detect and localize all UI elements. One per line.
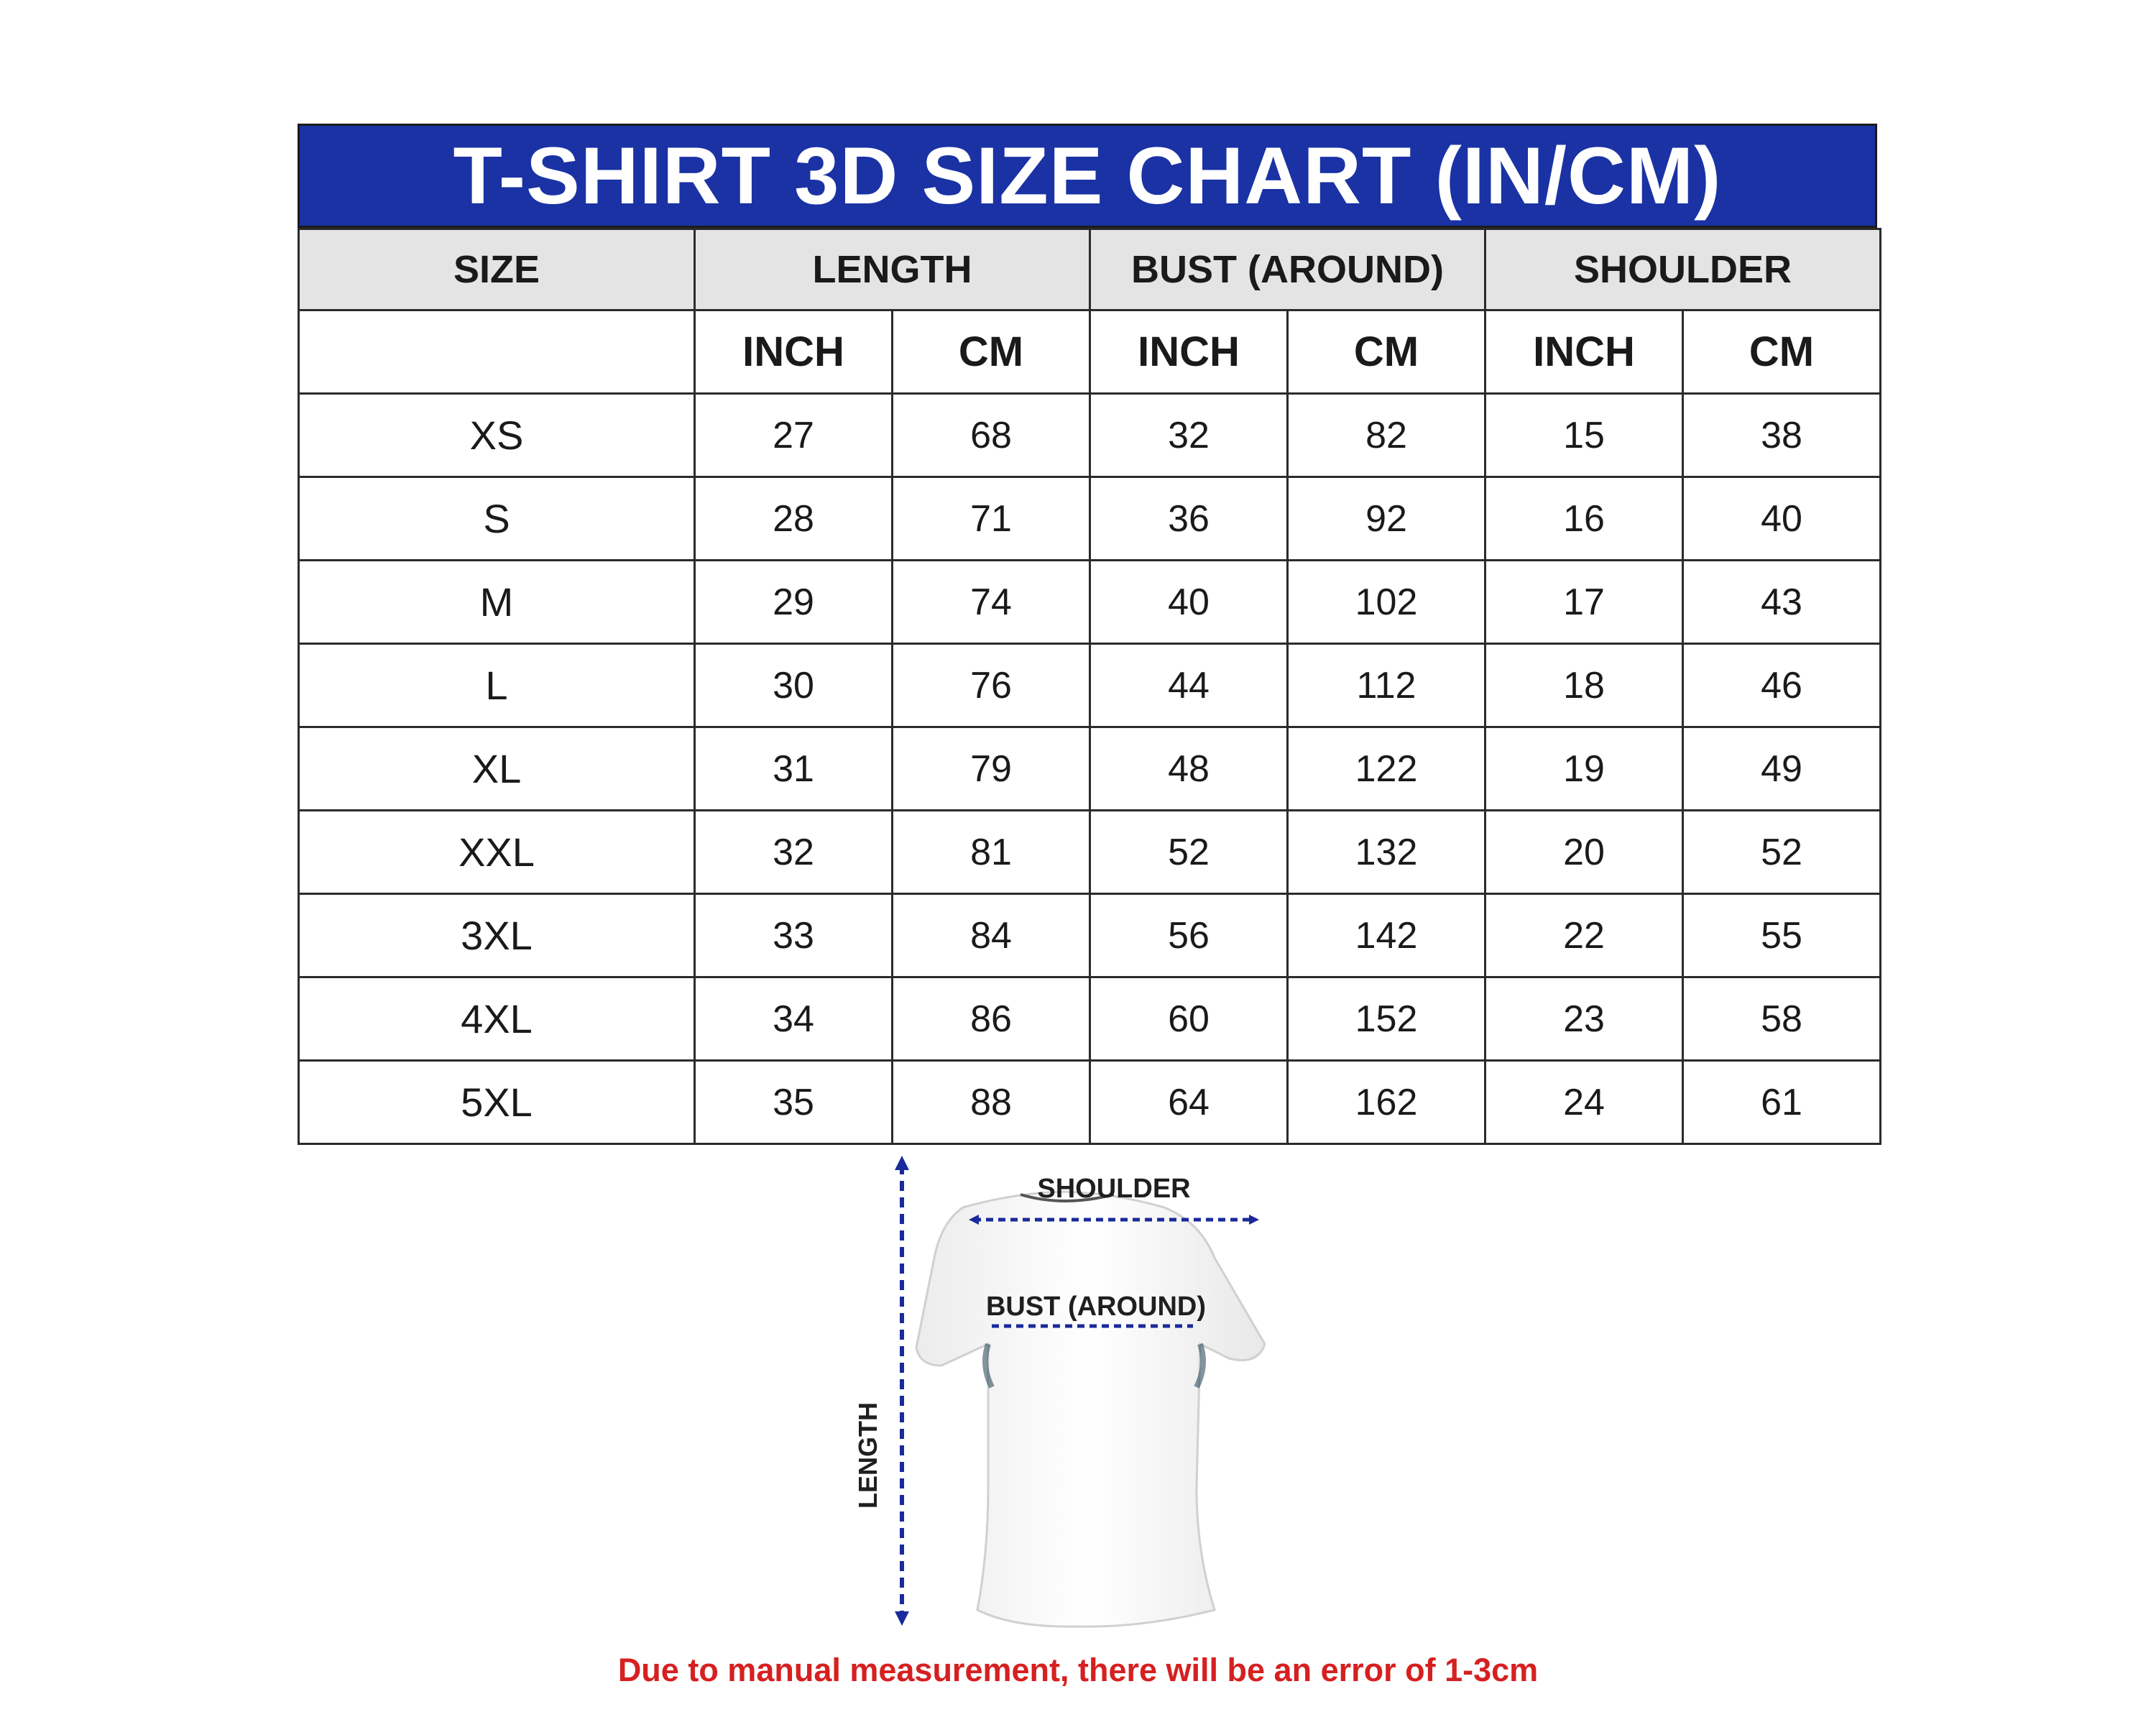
value-cell: 55 [1683,894,1881,977]
size-cell: XS [299,394,695,477]
value-cell: 84 [893,894,1090,977]
value-cell: 92 [1288,477,1485,561]
value-cell: 68 [893,394,1090,477]
value-cell: 132 [1288,811,1485,894]
size-chart [298,124,1877,1145]
table-row [299,1061,1881,1144]
table-row [299,477,1881,561]
value-cell: 122 [1288,727,1485,811]
value-cell: 152 [1288,977,1485,1061]
value-cell: 60 [1090,977,1288,1061]
table-row [299,811,1881,894]
size-header: SIZE [299,229,695,310]
value-cell: 36 [1090,477,1288,561]
value-cell: 79 [893,727,1090,811]
value-cell: 88 [893,1061,1090,1144]
value-cell: 81 [893,811,1090,894]
table-row [299,394,1881,477]
length-header: LENGTH [695,229,1090,310]
value-cell: 30 [695,644,893,727]
unit-header: INCH [1090,310,1288,394]
unit-blank-cell [299,310,695,394]
size-cell: L [299,644,695,727]
measurement-diagram [826,1150,1330,1653]
size-cell: XXL [299,811,695,894]
bust-header: BUST (AROUND) [1090,229,1485,310]
value-cell: 86 [893,977,1090,1061]
value-cell: 43 [1683,561,1881,644]
size-cell: XL [299,727,695,811]
value-cell: 23 [1485,977,1683,1061]
unit-header: CM [1288,310,1485,394]
unit-header: INCH [695,310,893,394]
value-cell: 71 [893,477,1090,561]
shoulder-diagram-label: SHOULDER [1037,1174,1191,1204]
value-cell: 142 [1288,894,1485,977]
table-row [299,977,1881,1061]
size-cell: 4XL [299,977,695,1061]
unit-header: INCH [1485,310,1683,394]
size-cell: 5XL [299,1061,695,1144]
value-cell: 15 [1485,394,1683,477]
bust-diagram-label: BUST (AROUND) [985,1292,1207,1322]
header-row [299,229,1881,310]
value-cell: 112 [1288,644,1485,727]
size-table [298,228,1881,1145]
value-cell: 33 [695,894,893,977]
tshirt-icon [826,1150,1330,1653]
length-diagram-label: LENGTH [853,1402,883,1509]
value-cell: 44 [1090,644,1288,727]
value-cell: 28 [695,477,893,561]
value-cell: 16 [1485,477,1683,561]
size-cell: M [299,561,695,644]
value-cell: 19 [1485,727,1683,811]
size-cell: 3XL [299,894,695,977]
value-cell: 35 [695,1061,893,1144]
value-cell: 46 [1683,644,1881,727]
value-cell: 27 [695,394,893,477]
value-cell: 74 [893,561,1090,644]
value-cell: 52 [1683,811,1881,894]
size-cell: S [299,477,695,561]
value-cell: 58 [1683,977,1881,1061]
value-cell: 56 [1090,894,1288,977]
value-cell: 48 [1090,727,1288,811]
unit-row [299,310,1881,394]
chart-title: T-SHIRT 3D SIZE CHART (IN/CM) [298,124,1877,228]
value-cell: 40 [1090,561,1288,644]
size-rows [299,394,1881,1144]
shoulder-header: SHOULDER [1485,229,1881,310]
value-cell: 162 [1288,1061,1485,1144]
value-cell: 29 [695,561,893,644]
value-cell: 24 [1485,1061,1683,1144]
unit-header: CM [893,310,1090,394]
value-cell: 31 [695,727,893,811]
value-cell: 76 [893,644,1090,727]
value-cell: 40 [1683,477,1881,561]
value-cell: 22 [1485,894,1683,977]
measurement-note: Due to manual measurement, there will be an error of 1-3cm [617,1652,1539,1688]
value-cell: 34 [695,977,893,1061]
value-cell: 61 [1683,1061,1881,1144]
table-row [299,727,1881,811]
unit-header: CM [1683,310,1881,394]
table-row [299,644,1881,727]
value-cell: 32 [1090,394,1288,477]
value-cell: 49 [1683,727,1881,811]
value-cell: 64 [1090,1061,1288,1144]
value-cell: 20 [1485,811,1683,894]
table-row [299,561,1881,644]
value-cell: 18 [1485,644,1683,727]
table-row [299,894,1881,977]
value-cell: 17 [1485,561,1683,644]
value-cell: 52 [1090,811,1288,894]
value-cell: 102 [1288,561,1485,644]
value-cell: 38 [1683,394,1881,477]
value-cell: 82 [1288,394,1485,477]
value-cell: 32 [695,811,893,894]
